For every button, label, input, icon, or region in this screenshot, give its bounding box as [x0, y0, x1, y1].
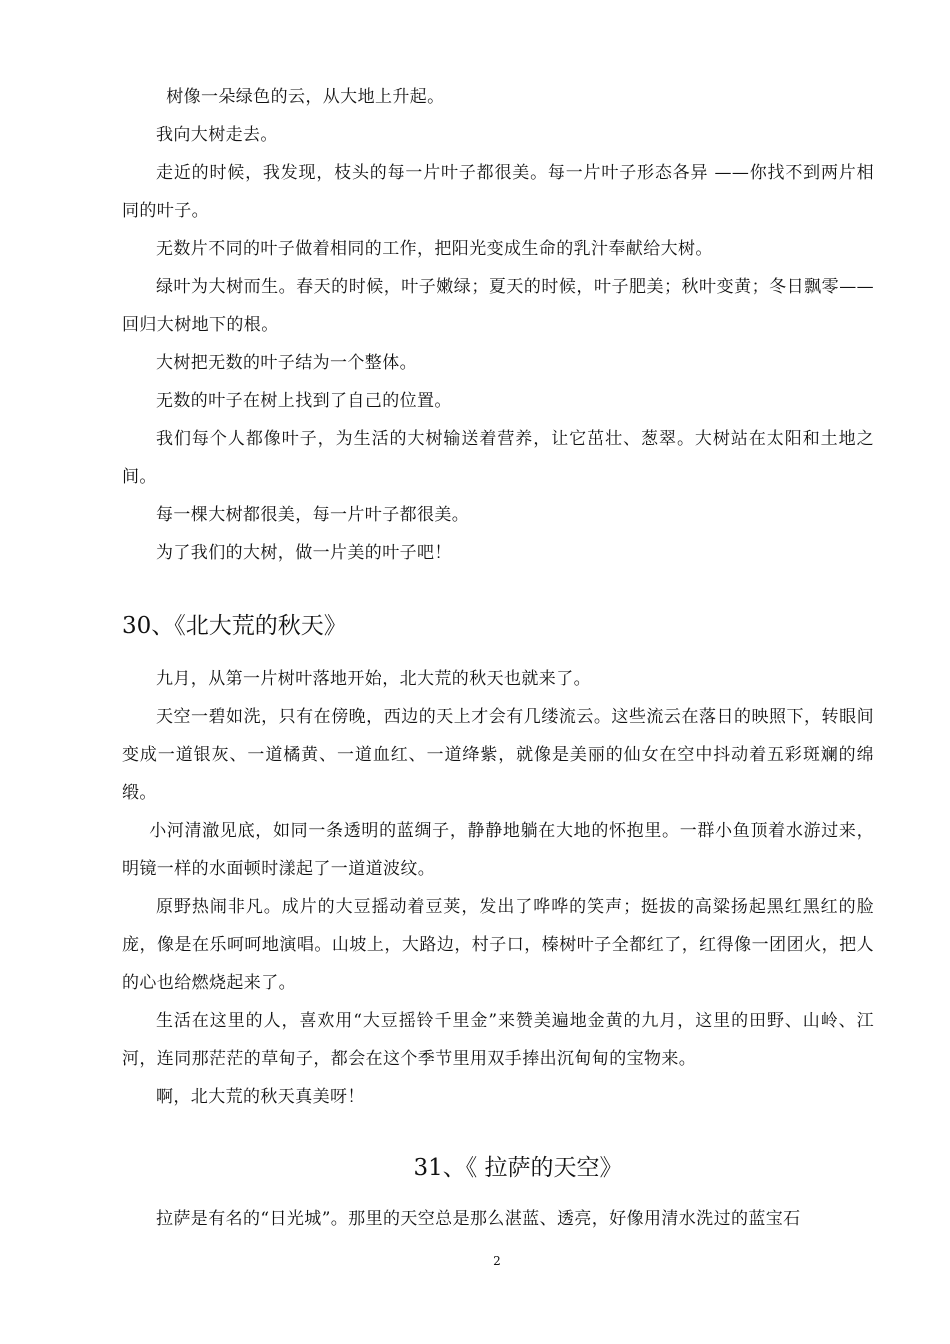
document-page: [122, 78, 874, 1238]
paragraph: 生活在这里的人，喜欢用“大豆摇铃千里金”来赞美遍地金黄的九月，这里的田野、山岭、江河，连同那茫茫的草甸子，都会在这个季节里用双手捧出沉甸甸的宝物来。: [122, 1011, 874, 1069]
section-heading: 31、《 拉萨的天空》: [413, 1155, 623, 1181]
paragraph: 原野热闹非凡。成片的大豆摇动着豆荚，发出了哗哗的笑声；挺拔的高粱扬起黑红黑红的脸庞，像是在乐呵呵地演唱。山坡上，大路边，村子口，榛树叶子全都红了，红得像一团团火，把人的心也给燃烧起来了。: [122, 897, 874, 993]
paragraph: 我向大树走去。: [156, 125, 278, 145]
paragraph: 啊，北大荒的秋天真美呀！: [156, 1087, 365, 1107]
paragraph: 无数的叶子在树上找到了自己的位置。: [156, 391, 452, 411]
paragraph: 树像一朵绿色的云，从大地上升起。: [166, 87, 445, 107]
page-number: 2: [493, 1254, 501, 1268]
paragraph: 小河清澈见底，如同一条透明的蓝绸子，静静地躺在大地的怀抱里。一群小鱼顶着水游过来，明镜一样的水面顿时漾起了一道道波纹。: [122, 821, 874, 879]
paragraph: 天空一碧如洗，只有在傍晚，西边的天上才会有几缕流云。这些流云在落日的映照下，转眼间变成一道银灰、一道橘黄、一道血红、一道绛紫，就像是美丽的仙女在空中抖动着五彩斑斓的绵缎。: [122, 707, 874, 803]
paragraph: 为了我们的大树，做一片美的叶子吧！: [156, 543, 452, 563]
section-heading: 30、《北大荒的秋天》: [122, 613, 347, 639]
paragraph: 走近的时候，我发现，枝头的每一片叶子都很美。每一片叶子形态各异 ——你找不到两片相同的叶子。: [122, 163, 874, 221]
paragraph: 大树把无数的叶子结为一个整体。: [156, 353, 417, 373]
paragraph: 每一棵大树都很美，每一片叶子都很美。: [156, 505, 470, 525]
paragraph: 无数片不同的叶子做着相同的工作，把阳光变成生命的乳汁奉献给大树。: [156, 239, 713, 259]
paragraph: 我们每个人都像叶子，为生活的大树输送着营养，让它茁壮、葱翠。大树站在太阳和土地之间。: [122, 429, 874, 487]
paragraph: 绿叶为大树而生。春天的时候，叶子嫩绿；夏天的时候，叶子肥美；秋叶变黄；冬日飘零—— 回归大树地下的根。: [122, 277, 874, 335]
paragraph: 九月，从第一片树叶落地开始，北大荒的秋天也就来了。: [156, 669, 591, 689]
paragraph: 拉萨是有名的“日光城”。那里的天空总是那么湛蓝、透亮，好像用清水洗过的蓝宝石: [156, 1209, 801, 1229]
